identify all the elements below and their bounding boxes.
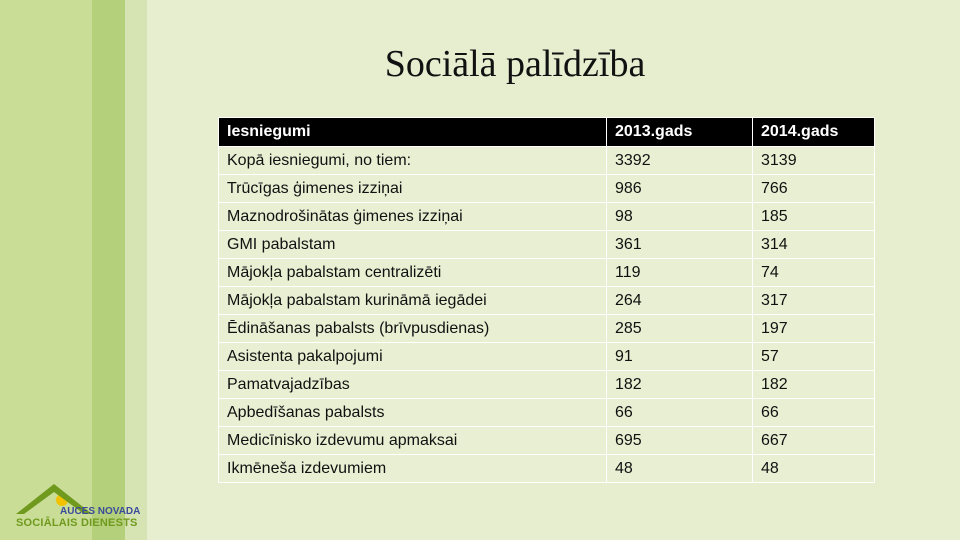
- table-row: [219, 175, 875, 203]
- statistics-table: [218, 117, 875, 483]
- background-band-3: [125, 0, 147, 540]
- header-cell: Iesniegumi: [219, 118, 607, 147]
- value-2013-cell: 66: [607, 399, 753, 427]
- table-row: [219, 259, 875, 287]
- row-label-cell: Maznodrošinātas ģimenes izziņai: [219, 203, 607, 231]
- value-2013-cell: 119: [607, 259, 753, 287]
- value-2014-cell: 314: [753, 231, 875, 259]
- value-2014-cell: 74: [753, 259, 875, 287]
- background-band-2: [92, 0, 125, 540]
- value-2013-cell: 695: [607, 427, 753, 455]
- value-2014-cell: 48: [753, 455, 875, 483]
- value-2013-cell: 264: [607, 287, 753, 315]
- value-2013-cell: 182: [607, 371, 753, 399]
- row-label-cell: Apbedīšanas pabalsts: [219, 399, 607, 427]
- value-2014-cell: 667: [753, 427, 875, 455]
- organization-logo: [12, 480, 148, 530]
- value-2013-cell: 986: [607, 175, 753, 203]
- logo-text-line1: AUCES NOVADA: [60, 506, 141, 517]
- row-label-cell: Mājokļa pabalstam kurināmā iegādei: [219, 287, 607, 315]
- table-row: [219, 147, 875, 175]
- row-label-cell: Asistenta pakalpojumi: [219, 343, 607, 371]
- value-2014-cell: 766: [753, 175, 875, 203]
- value-2013-cell: 285: [607, 315, 753, 343]
- background-band-1: [0, 0, 92, 540]
- header-cell: 2013.gads: [607, 118, 753, 147]
- row-label-cell: Mājokļa pabalstam centralizēti: [219, 259, 607, 287]
- row-label-cell: Trūcīgas ģimenes izziņai: [219, 175, 607, 203]
- table-row: [219, 371, 875, 399]
- value-2014-cell: 66: [753, 399, 875, 427]
- value-2014-cell: 185: [753, 203, 875, 231]
- table-row: [219, 427, 875, 455]
- value-2013-cell: 98: [607, 203, 753, 231]
- row-label-cell: Medicīnisko izdevumu apmaksai: [219, 427, 607, 455]
- value-2013-cell: 91: [607, 343, 753, 371]
- row-label-cell: GMI pabalstam: [219, 231, 607, 259]
- table-row: [219, 203, 875, 231]
- value-2014-cell: 182: [753, 371, 875, 399]
- row-label-cell: Pamatvajadzības: [219, 371, 607, 399]
- header-cell: 2014.gads: [753, 118, 875, 147]
- table-row: [219, 399, 875, 427]
- row-label-cell: Ikmēneša izdevumiem: [219, 455, 607, 483]
- table-row: [219, 287, 875, 315]
- value-2014-cell: 317: [753, 287, 875, 315]
- row-label-cell: Kopā iesniegumi, no tiem:: [219, 147, 607, 175]
- value-2014-cell: 3139: [753, 147, 875, 175]
- value-2013-cell: 361: [607, 231, 753, 259]
- slide-title: Sociālā palīdzība: [384, 43, 646, 85]
- table-header-row: [219, 118, 875, 147]
- table-row: [219, 315, 875, 343]
- table-body: [219, 147, 875, 483]
- logo-text-line2: SOCIĀLAIS DIENESTS: [16, 517, 138, 529]
- table-row: [219, 455, 875, 483]
- value-2013-cell: 48: [607, 455, 753, 483]
- row-label-cell: Ēdināšanas pabalsts (brīvpusdienas): [219, 315, 607, 343]
- table-row: [219, 231, 875, 259]
- value-2014-cell: 57: [753, 343, 875, 371]
- table-row: [219, 343, 875, 371]
- value-2014-cell: 197: [753, 315, 875, 343]
- value-2013-cell: 3392: [607, 147, 753, 175]
